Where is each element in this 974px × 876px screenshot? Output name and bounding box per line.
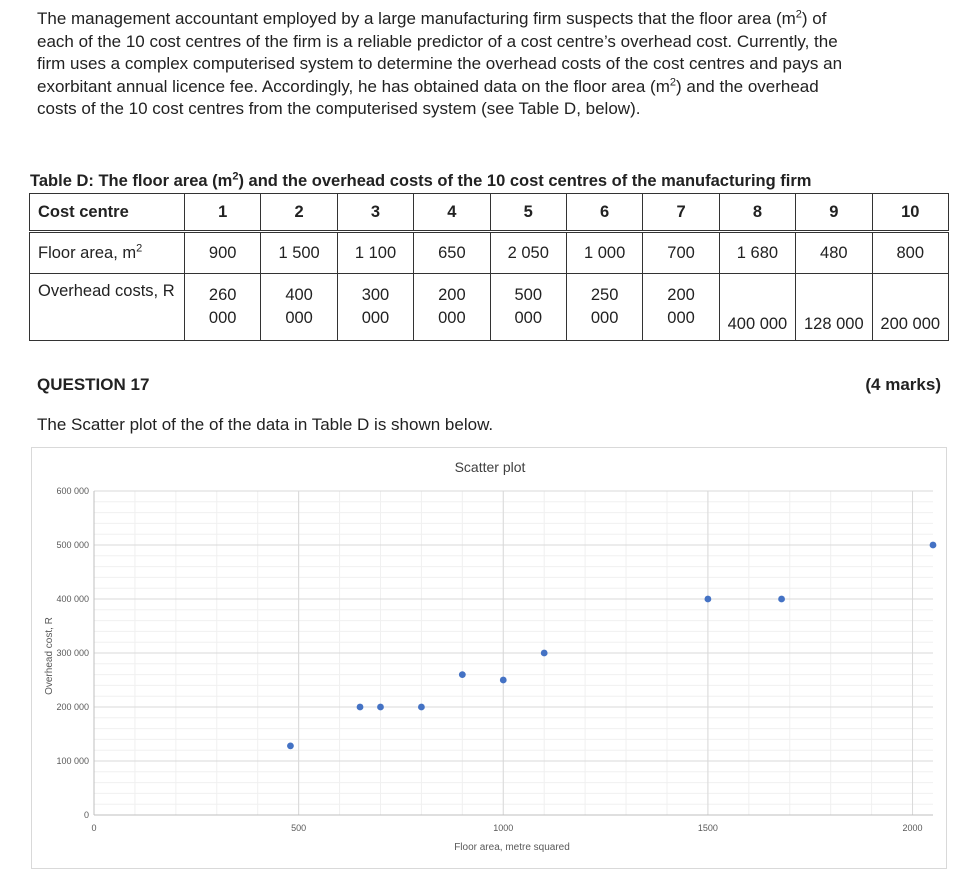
overhead-cost-line1: 260 <box>208 286 237 304</box>
table-caption-text-2: ) and the overhead costs of the 10 cost centres of the manufacturing firm <box>238 172 812 190</box>
y-tick-label: 400 000 <box>56 594 89 604</box>
header-cell: 8 <box>719 194 795 232</box>
overhead-cost-cell <box>566 274 642 341</box>
floor-area-cell: 1 500 <box>261 232 337 274</box>
table-caption-superscript: 2 <box>232 170 239 183</box>
intro-text-2: ) of each of the 10 cost centres of the firm is a reliable predictor of a cost centre’s overhead cost. Currently, the firm uses a complex computerised system to determine the overhead costs of the cost centres and pays an exorbitant annual licence fee. Accordingly, he has obtained data on the floor area (m <box>37 9 843 96</box>
data-point <box>541 650 548 657</box>
question-marks: (4 marks) <box>865 375 941 394</box>
floor-area-cell: 800 <box>872 232 948 274</box>
data-point <box>357 704 364 711</box>
y-tick-label: 200 000 <box>56 702 89 712</box>
overhead-cost-cell: 128 000 <box>796 274 872 341</box>
header-cell: 4 <box>414 194 490 232</box>
data-table <box>29 193 949 341</box>
data-point <box>930 542 937 549</box>
floor-area-cell: 1 000 <box>566 232 642 274</box>
overhead-cost-cell <box>414 274 490 341</box>
x-tick-label: 500 <box>291 823 307 833</box>
overhead-cost-cell: 200 000 <box>872 274 948 341</box>
header-cell: 10 <box>872 194 948 232</box>
chart-axes <box>56 486 933 833</box>
question-title: QUESTION 17 <box>37 375 150 394</box>
floor-area-cell: 700 <box>643 232 719 274</box>
data-point <box>705 596 712 603</box>
table-caption-text-1: Table D: The floor area (m <box>30 172 233 190</box>
floor-area-cell: 1 100 <box>337 232 413 274</box>
plot-intro-text: The Scatter plot of the of the data in Table D is shown below. <box>37 415 494 434</box>
header-cell: 6 <box>566 194 642 232</box>
y-tick-label: 500 000 <box>56 540 89 550</box>
overhead-cost-cell <box>643 274 719 341</box>
floor-area-label: Floor area, m <box>38 243 137 262</box>
data-point <box>500 677 507 684</box>
intro-superscript-1: 2 <box>795 8 802 21</box>
intro-superscript-2: 2 <box>669 75 676 88</box>
y-tick-label: 600 000 <box>56 486 89 496</box>
overhead-cost-line2: 000 <box>285 309 313 327</box>
overhead-costs-row <box>30 274 949 341</box>
header-cell: 1 <box>185 194 261 232</box>
y-tick-label: 300 000 <box>56 648 89 658</box>
header-cell: 5 <box>490 194 566 232</box>
floor-area-cell: 1 680 <box>719 232 795 274</box>
scatter-chart <box>31 447 947 869</box>
overhead-cost-cell: 400 000 <box>719 274 795 341</box>
overhead-cost-line2: 000 <box>361 309 390 327</box>
overhead-costs-label-cell: Overhead costs, R <box>30 274 185 341</box>
overhead-cost-line2: 000 <box>590 309 619 327</box>
x-tick-label: 2000 <box>902 823 923 833</box>
x-tick-label: 0 <box>91 823 97 833</box>
data-point <box>778 596 785 603</box>
floor-area-cell: 650 <box>414 232 490 274</box>
overhead-cost-cell <box>337 274 413 341</box>
overhead-cost-cell <box>490 274 566 341</box>
overhead-cost-line1: 200 <box>667 286 695 304</box>
y-axis-title: Overhead cost, R <box>44 617 55 695</box>
floor-area-label-cell <box>30 232 185 274</box>
x-tick-label: 1500 <box>697 823 718 833</box>
overhead-cost-cell <box>261 274 337 341</box>
x-tick-label: 1000 <box>493 823 514 833</box>
overhead-cost-line1: 300 <box>361 286 390 304</box>
floor-area-cell: 2 050 <box>490 232 566 274</box>
header-cell: 7 <box>643 194 719 232</box>
floor-area-row <box>30 232 949 274</box>
header-cell: 9 <box>796 194 872 232</box>
overhead-cost-line2: 000 <box>438 309 466 327</box>
overhead-cost-line1: 200 <box>438 286 466 304</box>
data-point <box>459 671 466 678</box>
floor-area-cell: 900 <box>185 232 261 274</box>
intro-paragraph <box>37 8 857 121</box>
scatter-chart-svg <box>32 448 946 868</box>
data-point <box>287 742 294 749</box>
overhead-cost-cell <box>185 274 261 341</box>
chart-grid <box>94 491 933 815</box>
table-header-row <box>30 194 949 232</box>
overhead-cost-line1: 500 <box>514 286 543 304</box>
intro-text-3: ) and the overhead costs of the 10 cost centres from the computerised system (see Table D, below). <box>37 76 819 118</box>
floor-area-label-superscript: 2 <box>136 242 143 254</box>
table-caption <box>30 172 811 191</box>
y-tick-label: 100 000 <box>56 756 89 766</box>
y-tick-label: 0 <box>83 810 89 820</box>
data-point <box>418 704 425 711</box>
data-point <box>377 704 384 711</box>
chart-title: Scatter plot <box>454 459 526 475</box>
header-cell: 2 <box>261 194 337 232</box>
overhead-cost-line1: 250 <box>590 286 619 304</box>
x-axis-title: Floor area, metre squared <box>454 842 570 853</box>
floor-area-cell: 480 <box>796 232 872 274</box>
overhead-cost-line2: 000 <box>208 309 237 327</box>
header-label-cell: Cost centre <box>30 194 185 232</box>
intro-text-1: The management accountant employed by a large manufacturing firm suspects that the floor area (m <box>37 9 796 28</box>
overhead-cost-line2: 000 <box>667 309 695 327</box>
header-cell: 3 <box>337 194 413 232</box>
overhead-cost-line2: 000 <box>514 309 543 327</box>
overhead-cost-line1: 400 <box>285 286 313 304</box>
